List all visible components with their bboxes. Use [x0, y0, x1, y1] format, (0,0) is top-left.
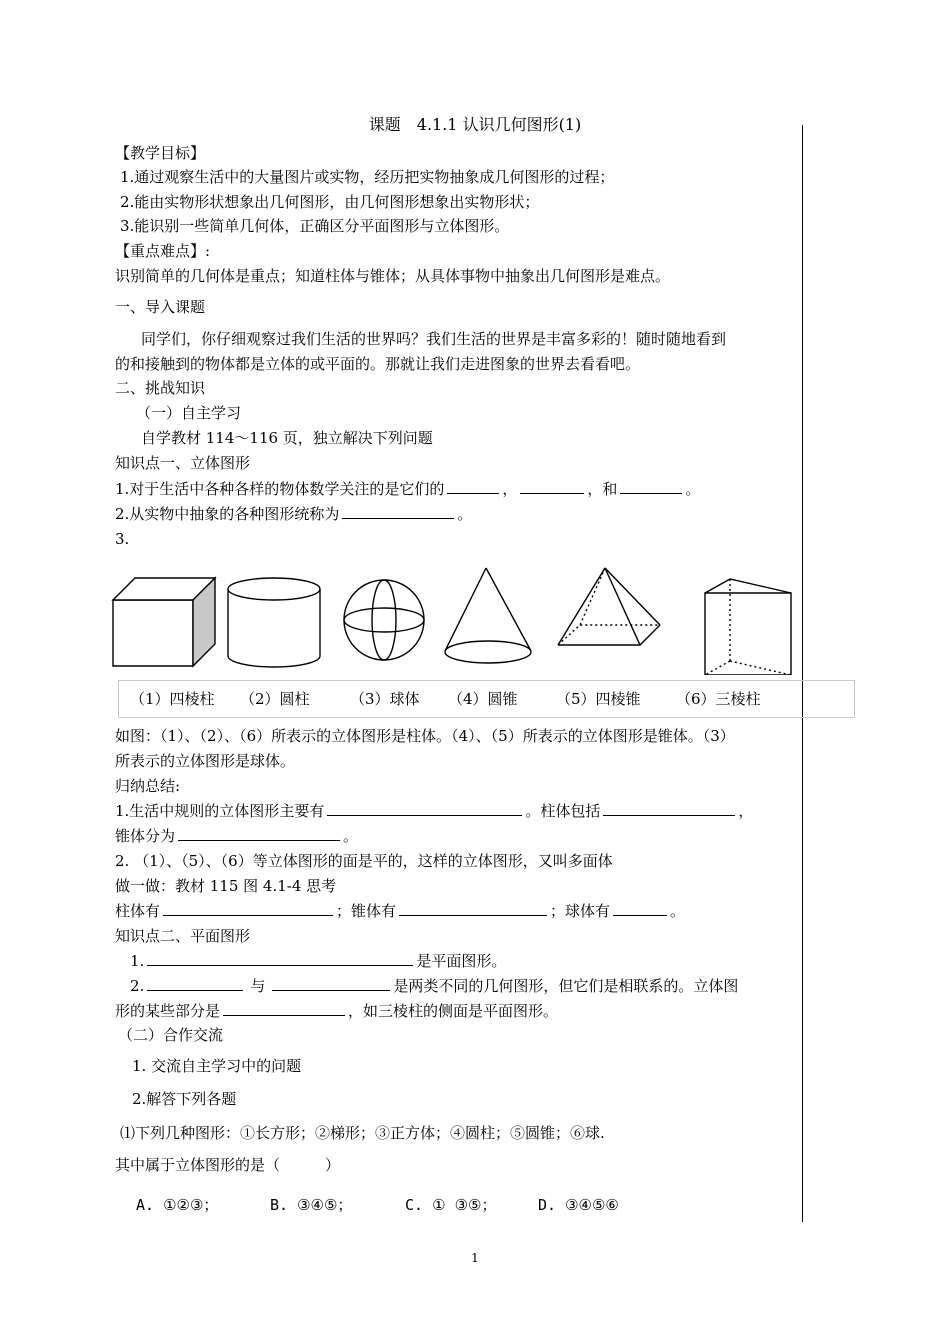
summary-2: 2. （1）、（5）、（6）等立体图形的面是平的，这样的立体图形，又叫多面体: [115, 852, 613, 870]
separator: 。: [457, 505, 473, 523]
plane-question-2-number: 2.: [130, 977, 145, 995]
plane-question-2b: [115, 1001, 558, 1021]
question-2: [115, 504, 472, 524]
answer-blank[interactable]: [327, 801, 522, 816]
section-2-heading: 二、挑战知识: [115, 379, 206, 397]
summary-heading: 归纳总结:: [115, 777, 181, 795]
caption-cone: （4）圆锥: [448, 690, 518, 708]
option-b[interactable]: B. ③④⑤；: [270, 1196, 353, 1214]
solid-shapes-figure: [108, 565, 798, 675]
knowledge-point-2: 知识点二、平面图形: [115, 927, 251, 945]
intro-line-2: 的和接触到的物体都是立体的或平面的。那就让我们走进图象的世界去看看吧。: [115, 355, 641, 373]
cooperation-item-1: 1. 交流自主学习中的问题: [132, 1057, 302, 1075]
keypoints-header: 【重点难点】:: [115, 242, 211, 260]
knowledge-point-1: 知识点一、立体图形: [115, 454, 251, 472]
summary-1b: [115, 826, 358, 846]
plane-question-2-and: 与: [250, 977, 266, 995]
intro-line-1: 同学们，你仔细观察过我们生活的世界吗？我们生活的世界是丰富多彩的！随时随地看到: [141, 330, 727, 348]
caption-sphere: （3）球体: [350, 690, 420, 708]
answer-blank[interactable]: [272, 976, 390, 991]
caption-quadrangular-prism: （1）四棱柱: [130, 690, 215, 708]
triangular-prism-shape: [705, 579, 791, 675]
answer-blank[interactable]: [399, 901, 547, 916]
do-it-answers: [115, 901, 685, 921]
objectives-header: 【教学目标】: [115, 144, 206, 162]
plane-question-2-text: 是两类不同的几何图形，但它们是相联系的。立体图: [393, 977, 739, 995]
plane-question-2b-end: ，如三棱柱的侧面是平面图形。: [348, 1002, 559, 1020]
option-a[interactable]: A. ①②③；: [136, 1196, 219, 1214]
plane-question-1-number: 1.: [130, 952, 145, 970]
quadrangular-prism-shape: [113, 578, 215, 666]
summary-1b-text: 锥体分为: [115, 827, 176, 845]
option-c[interactable]: C. ① ③⑤；: [405, 1196, 497, 1214]
subsection-cooperation: （二）合作交流: [118, 1026, 224, 1044]
caption-cylinder: （2）圆柱: [240, 690, 310, 708]
summary-1-text: 1.生活中规则的立体图形主要有: [115, 802, 325, 820]
answer-blank[interactable]: [620, 479, 682, 494]
sphere-shape: [344, 580, 424, 660]
answer-blank[interactable]: [447, 479, 499, 494]
do-it-pyramid-label: ；锥体有: [336, 902, 397, 920]
do-it-heading: 做一做：教材 115 图 4.1-4 思考: [115, 877, 337, 895]
quadrangular-pyramid-shape: [558, 568, 660, 645]
answer-blank[interactable]: [223, 1001, 345, 1016]
plane-question-2: [130, 976, 738, 996]
summary-1-mid: 。柱体包括: [525, 802, 601, 820]
question-3-label: 3.: [115, 530, 130, 548]
cylinder-shape: [228, 578, 320, 667]
caption-quadrangular-pyramid: （5）四棱锥: [556, 690, 641, 708]
figure-description-2: 所表示的立体图形是球体。: [115, 752, 296, 770]
cone-shape: [445, 568, 531, 663]
answer-blank[interactable]: [613, 901, 667, 916]
exercise-question: ⑴下列几种图形：①长方形；②梯形；③正方体；④圆柱；⑤圆锥；⑥球.: [120, 1124, 605, 1142]
do-it-sphere-label: ；球体有: [550, 902, 611, 920]
plane-question-1-text: 是平面图形。: [416, 952, 507, 970]
subsection-self-study: （一）自主学习: [136, 404, 242, 422]
answer-blank[interactable]: [147, 976, 243, 991]
question-2-text: 2.从实物中抽象的各种图形统称为: [115, 505, 340, 523]
exercise-prompt: 其中属于立体图形的是（ ）: [115, 1156, 341, 1174]
caption-triangular-prism: （6）三棱柱: [676, 690, 761, 708]
self-study-instruction: 自学教材 114～116 页，独立解决下列问题: [141, 429, 433, 447]
right-margin-rule: [802, 125, 803, 1222]
objective-2: 2.能由实物形状想象出几何图形，由几何图形想象出实物形状；: [120, 193, 540, 211]
objective-3: 3.能识别一些简单几何体，正确区分平面图形与立体图形。: [120, 217, 510, 235]
answer-blank[interactable]: [147, 951, 413, 966]
plane-question-1: [130, 951, 506, 971]
separator: ，和: [587, 480, 618, 498]
separator: 。: [685, 480, 701, 498]
keypoints-text: 识别简单的几何体是重点；知道柱体与锥体；从具体事物中抽象出几何图形是难点。: [115, 267, 671, 285]
question-1-text: 1.对于生活中各种各样的物体数学关注的是它们的: [115, 480, 445, 498]
answer-blank[interactable]: [178, 826, 340, 841]
objective-1: 1.通过观察生活中的大量图片或实物，经历把实物抽象成几何图形的过程；: [120, 168, 615, 186]
answer-blank[interactable]: [520, 479, 584, 494]
cooperation-item-2: 2.解答下列各题: [132, 1090, 237, 1108]
do-it-prism-label: 柱体有: [115, 902, 161, 920]
answer-blank[interactable]: [603, 801, 735, 816]
page-title: 课题 4.1.1 认识几何图形(1): [368, 115, 582, 134]
option-d[interactable]: D. ③④⑤⑥: [538, 1196, 619, 1214]
answer-blank[interactable]: [342, 504, 454, 519]
section-1-heading: 一、导入课题: [115, 298, 206, 316]
separator: 。: [343, 827, 359, 845]
question-1: [115, 479, 700, 499]
separator: ，: [502, 480, 518, 498]
separator: ，: [738, 802, 754, 820]
summary-1: [115, 801, 753, 821]
plane-question-2b-text: 形的某些部分是: [115, 1002, 221, 1020]
page-number: 1: [471, 1251, 479, 1265]
separator: 。: [670, 902, 686, 920]
answer-blank[interactable]: [163, 901, 333, 916]
figure-description-1: 如图：（1）、（2）、（6）所表示的立体图形是柱体。（4）、（5）所表示的立体图形是锥体。（3）: [115, 727, 735, 745]
